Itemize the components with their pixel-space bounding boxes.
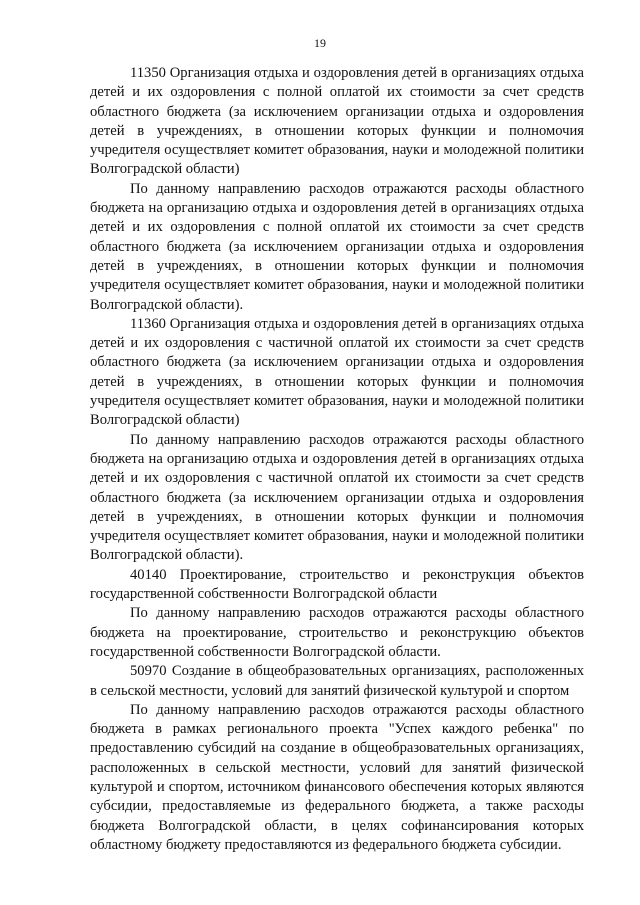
paragraph-code-40140: 40140 Проектирование, строительство и реконструкция объектов государственной собственности Волгоградской области [90,566,584,603]
paragraph-description-11360: По данному направлению расходов отражаются расходы областного бюджета на организацию отдыха и оздоровления детей в организациях отдыха детей и их оздоровления с частичной оплатой их стоимости за счет средств областного бюджета (за исключением организации отдыха и оздоровления детей в учреждениях, в отношении которых функции и полномочия учредителя осуществляет комитет образования, науки и молодежной политики Волгоградской области). [90,431,584,564]
page-number: 19 [314,36,326,50]
paragraph-code-11350: 11350 Организация отдыха и оздоровления детей в организациях отдыха детей и их оздоровления с полной оплатой их стоимости за счет средств областного бюджета (за исключением организации отдыха и оздоровления детей в учреждениях, в отношении которых функции и полномочия учредителя осуществляет комитет образования, науки и молодежной политики Волгоградской области) [90,65,584,178]
document-body [90,64,584,855]
paragraph-description-50970: По данному направлению расходов отражаются расходы областного бюджета в рамках регионального проекта "Успех каждого ребенка" по предоставлению субсидий на создание в общеобразовательных организациях, расположенных в сельской местности, условий для занятий физической культурой и спортом, источником финансового обеспечения которых являются субсидии, предоставляемые из федерального бюджета, а также расходы бюджета Волгоградской области, в целях софинансирования которых областному бюджету предоставляются из федерального бюджета субсидии. [90,701,584,853]
paragraph-code-50970: 50970 Создание в общеобразовательных организациях, расположенных в сельской местности, условий для занятий физической культурой и спортом [90,663,584,699]
paragraph-description-11350: По данному направлению расходов отражаются расходы областного бюджета на организацию отдыха и оздоровления детей в организациях отдыха детей и их оздоровления с полной оплатой их стоимости за счет средств областного бюджета (за исключением организации отдыха и оздоровления детей в учреждениях, в отношении которых функции и полномочия учредителя осуществляет комитет образования, науки и молодежной политики Волгоградской области). [90,180,584,313]
paragraph-description-40140: По данному направлению расходов отражаются расходы областного бюджета на проектирование, строительство и реконструкцию объектов государственной собственности Волгоградской области. [90,605,584,660]
paragraph-code-11360: 11360 Организация отдыха и оздоровления детей в организациях отдыха детей и их оздоровления с частичной оплатой их стоимости за счет средств областного бюджета (за исключением организации отдыха и оздоровления детей в учреждениях, в отношении которых функции и полномочия учредителя осуществляет комитет образования, науки и молодежной политики Волгоградской области) [90,315,584,429]
